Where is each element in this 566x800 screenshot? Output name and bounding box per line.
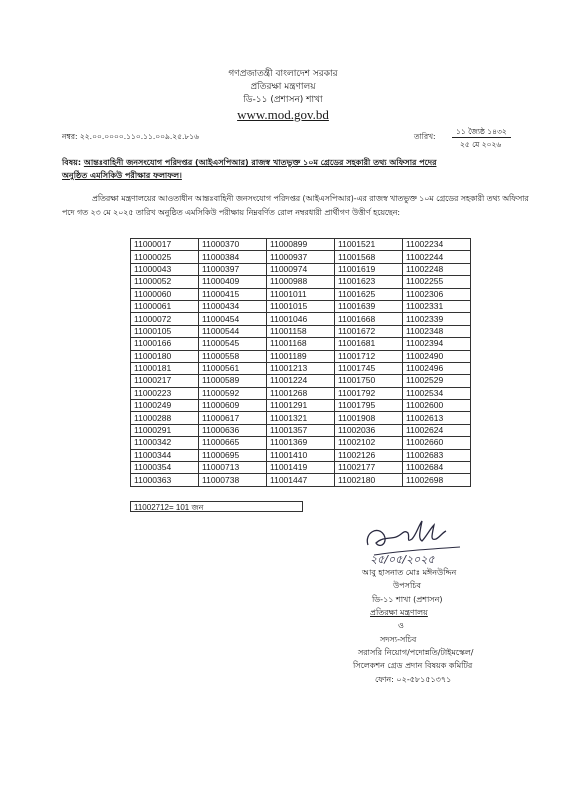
total-count: 11002712= 101 জন bbox=[130, 501, 303, 512]
roll-cell: 11002348 bbox=[403, 325, 471, 337]
roll-cell: 11001750 bbox=[335, 375, 403, 387]
table-row bbox=[131, 300, 471, 312]
roll-cell: 11000937 bbox=[267, 251, 335, 263]
roll-cell: 11000409 bbox=[199, 276, 267, 288]
table-row bbox=[131, 313, 471, 325]
signature-image bbox=[360, 515, 470, 565]
roll-cell: 11000589 bbox=[199, 375, 267, 387]
roll-cell: 11000043 bbox=[131, 263, 199, 275]
roll-cell: 11002684 bbox=[403, 462, 471, 474]
subject-line-1: আন্তঃবাহিনী জনসংযোগ পরিদপ্তর (আইএসপিআর) রাজস্ব খাতভুক্ত ১০ম গ্রেডের সহকারী তথ্য অফিসার পদের bbox=[83, 158, 437, 167]
roll-cell: 11000291 bbox=[131, 424, 199, 436]
roll-cell: 11001795 bbox=[335, 400, 403, 412]
roll-cell: 11002234 bbox=[403, 239, 471, 251]
signer-committee-line-1: সরাসরি নিয়োগ/পদোন্নতি/টাইমস্কেল/ bbox=[358, 648, 474, 657]
signer-phone: ফোন: ০২-৫৮১৫১৩৭১ bbox=[375, 675, 452, 684]
roll-cell: 11000025 bbox=[131, 251, 199, 263]
table-row bbox=[131, 474, 471, 486]
roll-cell: 11001410 bbox=[267, 449, 335, 461]
roll-cell: 11001668 bbox=[335, 313, 403, 325]
roll-cell: 11001369 bbox=[267, 437, 335, 449]
roll-cell: 11002600 bbox=[403, 400, 471, 412]
roll-cell: 11002248 bbox=[403, 263, 471, 275]
date-gregorian: ২৫ মে ২০২৬ bbox=[460, 140, 502, 149]
roll-cell: 11001158 bbox=[267, 325, 335, 337]
table-row bbox=[131, 263, 471, 275]
roll-cell: 11001712 bbox=[335, 350, 403, 362]
roll-cell: 11001011 bbox=[267, 288, 335, 300]
roll-cell: 11002698 bbox=[403, 474, 471, 486]
roll-cell: 11002613 bbox=[403, 412, 471, 424]
roll-cell: 11000363 bbox=[131, 474, 199, 486]
table-row bbox=[131, 462, 471, 474]
table-row bbox=[131, 350, 471, 362]
roll-cell: 11000166 bbox=[131, 338, 199, 350]
roll-cell: 11000181 bbox=[131, 362, 199, 374]
roll-cell: 11000899 bbox=[267, 239, 335, 251]
roll-cell: 11000017 bbox=[131, 239, 199, 251]
roll-cell: 11002683 bbox=[403, 449, 471, 461]
roll-cell: 11000561 bbox=[199, 362, 267, 374]
body-paragraph: প্রতিরক্ষা মন্ত্রণালয়ের আওতাধীন আন্তঃবাহিনী জনসংযোগ পরিদপ্তর (আইএসপিআর)-এর রাজস্ব খাতভুক্ত ১০ম গ্রেডের সহকারী তথ্য অফিসার পদে গত ২৩ মে ২০২৫ তারিখ অনুষ্ঠিত এমসিকিউ পরীক্ষায় নিম্নবর্ণিত রোল নম্বরধারী প্রার্থীগণ উত্তীর্ণ হয়েছেন: bbox=[62, 194, 529, 217]
roll-cell: 11002624 bbox=[403, 424, 471, 436]
table-row bbox=[131, 387, 471, 399]
roll-cell: 11001168 bbox=[267, 338, 335, 350]
signer-and: ও bbox=[398, 621, 404, 630]
roll-cell: 11001672 bbox=[335, 325, 403, 337]
website-link[interactable]: www.mod.gov.bd bbox=[237, 107, 329, 122]
table-row bbox=[131, 276, 471, 288]
government-title: গণপ্রজাতন্ত্রী বাংলাদেশ সরকার bbox=[228, 69, 338, 79]
table-row bbox=[131, 375, 471, 387]
roll-cell: 11000544 bbox=[199, 325, 267, 337]
roll-cell: 11001224 bbox=[267, 375, 335, 387]
table-row bbox=[131, 288, 471, 300]
roll-cell: 11001639 bbox=[335, 300, 403, 312]
roll-cell: 11002490 bbox=[403, 350, 471, 362]
roll-cell: 11001792 bbox=[335, 387, 403, 399]
roll-cell: 11001419 bbox=[267, 462, 335, 474]
table-row bbox=[131, 239, 471, 251]
roll-cell: 11000288 bbox=[131, 412, 199, 424]
roll-cell: 11000223 bbox=[131, 387, 199, 399]
roll-cell: 11001015 bbox=[267, 300, 335, 312]
subject bbox=[62, 156, 532, 182]
roll-cell: 11000060 bbox=[131, 288, 199, 300]
date-bangla: ১১ জ্যৈষ্ঠ ১৪৩২ bbox=[452, 126, 511, 138]
table-row bbox=[131, 338, 471, 350]
roll-cell: 11000609 bbox=[199, 400, 267, 412]
signature-date: ২৫/০৫/২০২৫ bbox=[370, 553, 435, 565]
roll-cell: 11000061 bbox=[131, 300, 199, 312]
table-row bbox=[131, 400, 471, 412]
roll-cell: 11000384 bbox=[199, 251, 267, 263]
roll-cell: 11000738 bbox=[199, 474, 267, 486]
ministry-title: প্রতিরক্ষা মন্ত্রণালয় bbox=[250, 82, 316, 92]
table-row bbox=[131, 412, 471, 424]
roll-cell: 11001625 bbox=[335, 288, 403, 300]
roll-cell: 11000370 bbox=[199, 239, 267, 251]
roll-cell: 11000249 bbox=[131, 400, 199, 412]
roll-cell: 11000592 bbox=[199, 387, 267, 399]
roll-cell: 11000072 bbox=[131, 313, 199, 325]
table-row bbox=[131, 362, 471, 374]
roll-cell: 11002255 bbox=[403, 276, 471, 288]
roll-cell: 11002126 bbox=[335, 449, 403, 461]
roll-cell: 11001291 bbox=[267, 400, 335, 412]
roll-cell: 11000558 bbox=[199, 350, 267, 362]
roll-cell: 11002660 bbox=[403, 437, 471, 449]
roll-cell: 11000988 bbox=[267, 276, 335, 288]
roll-cell: 11001447 bbox=[267, 474, 335, 486]
roll-cell: 11000105 bbox=[131, 325, 199, 337]
roll-cell: 11001268 bbox=[267, 387, 335, 399]
roll-cell: 11000342 bbox=[131, 437, 199, 449]
roll-cell: 11002180 bbox=[335, 474, 403, 486]
roll-cell: 11001619 bbox=[335, 263, 403, 275]
roll-cell: 11000344 bbox=[131, 449, 199, 461]
signer-committee-line-2: সিলেকশন গ্রেড প্রদান বিষয়ক কমিটির bbox=[353, 661, 473, 670]
roll-cell: 11002244 bbox=[403, 251, 471, 263]
roll-cell: 11001623 bbox=[335, 276, 403, 288]
roll-cell: 11000636 bbox=[199, 424, 267, 436]
subject-label: বিষয়: bbox=[62, 158, 82, 167]
table-row bbox=[131, 437, 471, 449]
roll-cell: 11000217 bbox=[131, 375, 199, 387]
date-label: তারিখ: bbox=[414, 132, 436, 141]
roll-cell: 11002036 bbox=[335, 424, 403, 436]
roll-cell: 11000713 bbox=[199, 462, 267, 474]
signer-branch: ডি-১১ শাখা (প্রশাসন) bbox=[372, 595, 443, 604]
roll-cell: 11001321 bbox=[267, 412, 335, 424]
roll-cell: 11001745 bbox=[335, 362, 403, 374]
roll-cell: 11001568 bbox=[335, 251, 403, 263]
roll-cell: 11000454 bbox=[199, 313, 267, 325]
roll-cell: 11002394 bbox=[403, 338, 471, 350]
roll-cell: 11001908 bbox=[335, 412, 403, 424]
roll-cell: 11000415 bbox=[199, 288, 267, 300]
roll-cell: 11002496 bbox=[403, 362, 471, 374]
roll-cell: 11002534 bbox=[403, 387, 471, 399]
roll-cell: 11002102 bbox=[335, 437, 403, 449]
table-row bbox=[131, 424, 471, 436]
roll-cell: 11002529 bbox=[403, 375, 471, 387]
roll-cell: 11000354 bbox=[131, 462, 199, 474]
roll-cell: 11000974 bbox=[267, 263, 335, 275]
subject-line-2: অনুষ্ঠিত এমসিকিউ পরীক্ষার ফলাফল। bbox=[62, 171, 182, 180]
roll-cell: 11000617 bbox=[199, 412, 267, 424]
roll-cell: 11001046 bbox=[267, 313, 335, 325]
roll-cell: 11000545 bbox=[199, 338, 267, 350]
roll-cell: 11000434 bbox=[199, 300, 267, 312]
signer-title: উপসচিব bbox=[393, 581, 422, 590]
roll-cell: 11001521 bbox=[335, 239, 403, 251]
table-row bbox=[131, 325, 471, 337]
roll-cell: 11002339 bbox=[403, 313, 471, 325]
memo-number: নম্বর: ২২.০০.০০০০.১১০.১১.০০৯.২৫.৮১৬ bbox=[62, 132, 199, 141]
roll-cell: 11000180 bbox=[131, 350, 199, 362]
signer-ministry: প্রতিরক্ষা মন্ত্রণালয় bbox=[370, 608, 428, 617]
roll-cell: 11002331 bbox=[403, 300, 471, 312]
signer-member: সদস্য-সচিব bbox=[380, 635, 417, 644]
roll-cell: 11000695 bbox=[199, 449, 267, 461]
table-row bbox=[131, 449, 471, 461]
roll-cell: 11000052 bbox=[131, 276, 199, 288]
roll-number-table bbox=[130, 238, 471, 487]
roll-cell: 11001357 bbox=[267, 424, 335, 436]
roll-cell: 11000397 bbox=[199, 263, 267, 275]
roll-cell: 11001681 bbox=[335, 338, 403, 350]
roll-cell: 11001213 bbox=[267, 362, 335, 374]
roll-cell: 11002306 bbox=[403, 288, 471, 300]
roll-cell: 11002177 bbox=[335, 462, 403, 474]
roll-cell: 11000665 bbox=[199, 437, 267, 449]
branch-title: ডি-১১ (প্রশাসন) শাখা bbox=[243, 95, 323, 105]
table-row bbox=[131, 251, 471, 263]
signer-name: আবু হাসনাত মোঃ মঈনউদ্দিন bbox=[362, 568, 457, 577]
roll-cell: 11001189 bbox=[267, 350, 335, 362]
